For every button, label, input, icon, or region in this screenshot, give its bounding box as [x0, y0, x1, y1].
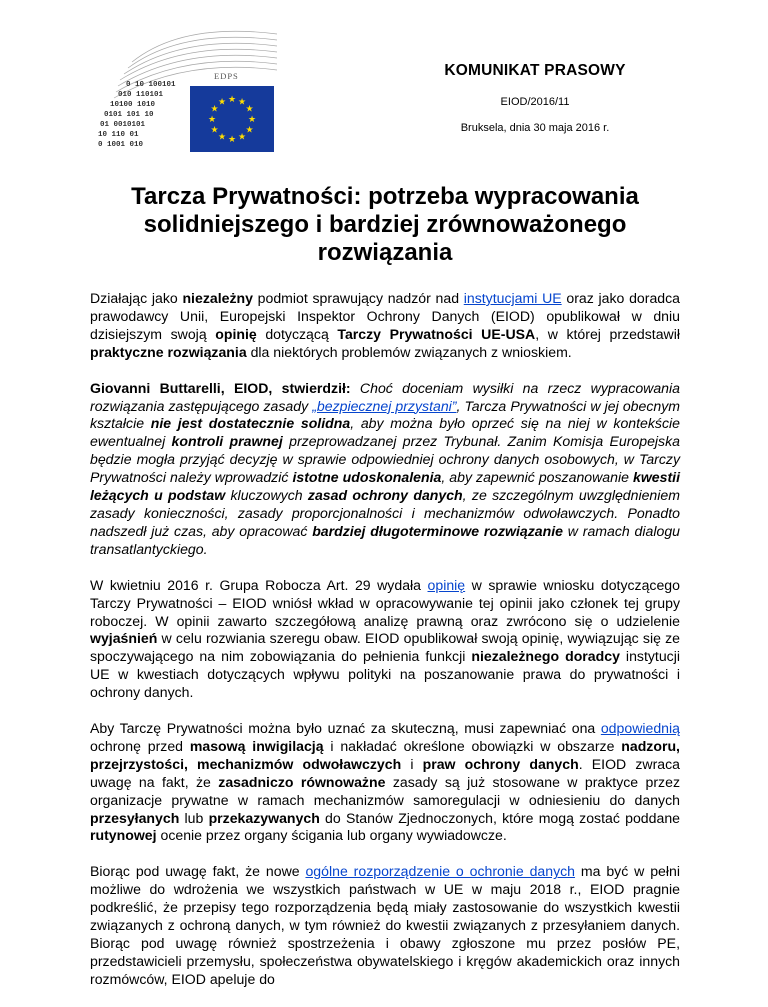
paragraph-intro: Działając jako niezależny podmiot sprawujący nadzór nad instytucjami UE oraz jako doradca prawodawcy Unii, Europejski Inspektor Ochrony Danych (EIOD) opublikował w dniu dzisiejszym swoją opinię dotyczącą Tarczy Prywatności UE-USA, w której przedstawił praktyczne rozwiązania dla niektórych problemów związanych z wnioskiem. — [90, 290, 680, 360]
binary-row: 010 110101 — [118, 91, 164, 99]
reference-number: EIOD/2016/11 — [500, 96, 570, 108]
svg-text:★: ★ — [217, 97, 227, 108]
link-opinion[interactable]: opinię — [427, 576, 466, 593]
svg-text:★: ★ — [237, 97, 247, 108]
svg-text:★: ★ — [245, 104, 254, 115]
binary-row: 0 10 100101 — [126, 81, 176, 89]
edps-logo — [92, 22, 282, 160]
binary-row: 10 110 01 — [98, 131, 139, 139]
release-date: Bruksela, dnia 30 maja 2016 r. — [460, 122, 610, 134]
binary-row: 0 1001 010 — [98, 141, 144, 149]
press-release-title: KOMUNIKAT PRASOWY — [444, 62, 626, 79]
link-safe-harbour[interactable]: „bezpiecznej przystani” — [312, 397, 457, 414]
paragraph-quote: Giovanni Buttarelli, EIOD, stwierdził: Choć doceniam wysiłki na rzecz wypracowania rozwiązania zastępującego zasady „bezpiecznej przystani”, Tarcza Prywatności w jej obecnym kształcie nie jest dostatecznie solidna, aby można było oprzeć się na niej w kontekście ewentualnej kontroli prawnej przeprowadzanej przez Trybunał. Zanim Komisja Europejska będzie mogła przyjąć decyzję w sprawie odpowiedniej ochrony danych osobowych, w Tarczy Prywatności należy wprowadzić istotne udoskonalenia, aby zapewnić poszanowanie kwestii leżących u podstaw kluczowych zasad ochrony danych, ze szczególnym uwzględnieniem zasady konieczności, zasady proporcjonalności i mechanizmów odwoławczych. Ponadto nadszedł już czas, aby opracować bardziej długoterminowe rozwiązanie w ramach dialogu transatlantyckiego. — [90, 379, 681, 557]
binary-row: 01 0010101 — [100, 121, 146, 129]
svg-text:★: ★ — [210, 125, 219, 136]
svg-text:★: ★ — [227, 135, 237, 145]
link-eu-institutions[interactable]: instytucjami UE — [463, 290, 562, 306]
svg-text:★: ★ — [207, 115, 217, 125]
edps-label: EDPS — [214, 71, 239, 81]
binary-row: 0101 101 10 — [104, 111, 154, 119]
link-adequate[interactable]: odpowiednią — [600, 720, 680, 737]
svg-text:★: ★ — [237, 132, 247, 143]
paragraph-surveillance: Aby Tarczę Prywatności można było uznać za skuteczną, musi zapewniać ona odpowiednią ochronę przed masową inwigilacją i nakładać określone obowiązki w obszarze nadzoru, przejrzystości, mechanizmów odwoławczych i praw ochrony danych. EIOD zwraca uwagę na fakt, że zasadniczo równoważne zasady są już stosowane w praktyce przez organizacje prywatne w ramach mechanizmów samoregulacji w odniesieniu do danych przesyłanych lub przekazywanych do Stanów Zjednoczonych, które mogą zostać poddane rutynowej ocenie przez organy ścigania lub organy wywiadowcze. — [90, 720, 680, 844]
link-gdpr[interactable]: ogólne rozporządzenie o ochronie danych — [305, 863, 576, 880]
svg-text:★: ★ — [210, 104, 219, 115]
press-release-header — [410, 62, 660, 134]
paragraph-wp29: W kwietniu 2016 r. Grupa Robocza Art. 29 wydała opinię w sprawie wniosku dotyczącego Tarczy Prywatności – EIOD wniósł wkład w opracowywanie tej opinii jako członek tej grupy roboczej. W opinii zawarto szczegółową analizę prawną oraz zwrócono się o udzielenie wyjaśnień w celu rozwiania szeregu obaw. EIOD opublikował swoją opinię, wywiązując się ze spoczywającego na nim zobowiązania do pełnienia funkcji niezależnego doradcy instytucji UE w kwestiach dotyczących wpływu polityki na poszanowanie prawa do prywatności i ochrony danych. — [90, 576, 680, 701]
svg-text:★: ★ — [217, 132, 227, 143]
article-body — [90, 290, 680, 1007]
svg-text:★: ★ — [245, 125, 254, 136]
svg-text:★: ★ — [227, 95, 237, 105]
paragraph-gdpr: Biorąc pod uwagę fakt, że nowe ogólne rozporządzenie o ochronie danych ma być w pełni możliwe do wdrożenia we wszystkich państwach w UE w maju 2018 r., EIOD pragnie podkreślić, że przepisy tego rozporządzenia będą miały zastosowanie do wszystkich kwestii związanych z ochroną danych, w tym również do kwestii związanych z przesyłaniem danych. Biorąc pod uwagę również spostrzeżenia i obawy zgłoszone mu przez posłów PE, przedstawicieli przemysłu, społeczeństwa obywatelskiego i kręgów akademickich oraz innych rozmówców, EIOD apeluje do — [90, 863, 680, 987]
edps-emblem-icon — [92, 22, 282, 160]
headline: Tarcza Prywatności: potrzeba wypracowania solidniejszego i bardziej zrównoważonego rozwiązania — [131, 183, 639, 266]
svg-text:★: ★ — [247, 115, 257, 125]
binary-row: 10100 1010 — [110, 101, 156, 109]
